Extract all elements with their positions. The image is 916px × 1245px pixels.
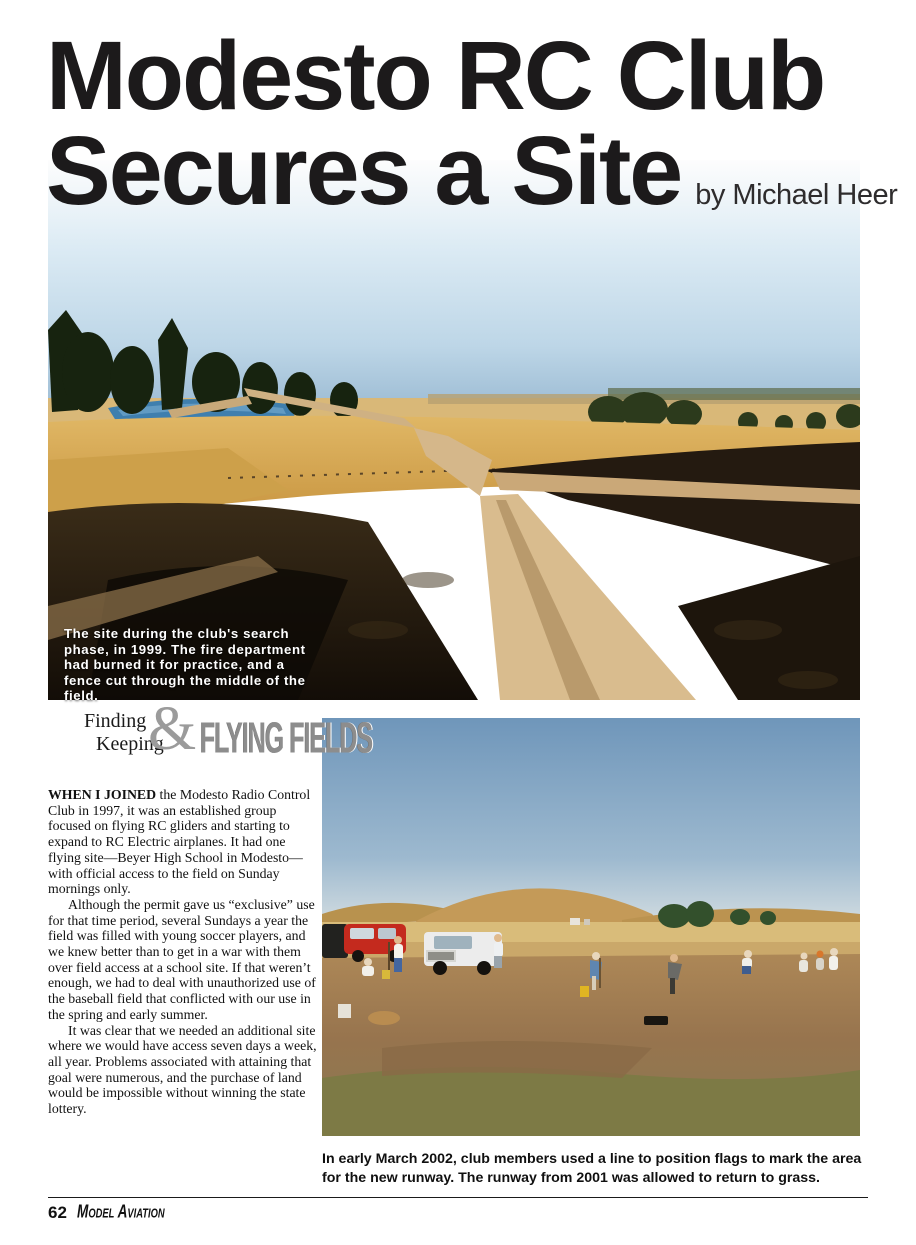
- series-logo-ampersand: &: [148, 695, 197, 763]
- paragraph-2: Although the permit gave us “exclusive” use for that time period, several Sundays a year the field was filled with young soccer players, and we knew better than to get in a war with them over field access at a school site. If that weren’t enough, we had to deal with unauthorized use of the baseball field that conflicted with our use in the spring and early summer.: [48, 896, 316, 1022]
- paragraph-1-text: the Modesto Radio Control Club in 1997, it was an established group focused on flying RC gliders and starting to expand to RC Electric airplanes. It had one flying site—Beyer High School in Modesto—with official access to the field on Sunday mornings only.: [48, 787, 311, 897]
- headline-line-2: [46, 116, 906, 243]
- photo-flag-placement-2002: [322, 718, 860, 1136]
- byline: by Michael Heer: [695, 179, 898, 211]
- footer: [48, 1203, 180, 1223]
- series-logo-finding: Finding: [84, 710, 147, 732]
- photo2-caption: In early March 2002, club members used a line to position flags to mark the area for the new runway. The runway from 2001 was allowed to return to grass.: [322, 1151, 862, 1186]
- photo2-structure: [570, 918, 580, 925]
- headline-line-1: Modesto RC Club: [46, 21, 825, 130]
- magazine-name: Model Aviation: [76, 1202, 165, 1222]
- lead-in: WHEN I JOINED: [48, 787, 157, 802]
- series-logo-keeping: Keeping: [96, 733, 164, 755]
- paragraph-1: [48, 787, 320, 897]
- series-logo: [48, 695, 373, 778]
- footer-rule: [48, 1197, 868, 1198]
- page-number: 62: [48, 1203, 67, 1222]
- photo2-illustration: [322, 718, 860, 1136]
- article-headline: [46, 21, 906, 243]
- photo2-sky: [322, 718, 860, 918]
- headline-line-2-text: Secures a Site: [46, 116, 682, 225]
- series-logo-title: FLYING FIELDS: [200, 714, 373, 763]
- paragraph-3: It was clear that we needed an additional site where we would have access seven days a week, all year. Problems associated with attaining that goal were numerous, and the purchase of land would be impossible without winning the state lottery.: [48, 1022, 317, 1117]
- photo1-caption: The site during the club's search phase, in 1999. The fire department had burned it for practice, and a fence cut through the middle of the field.: [64, 626, 306, 704]
- article-body: [48, 787, 320, 1117]
